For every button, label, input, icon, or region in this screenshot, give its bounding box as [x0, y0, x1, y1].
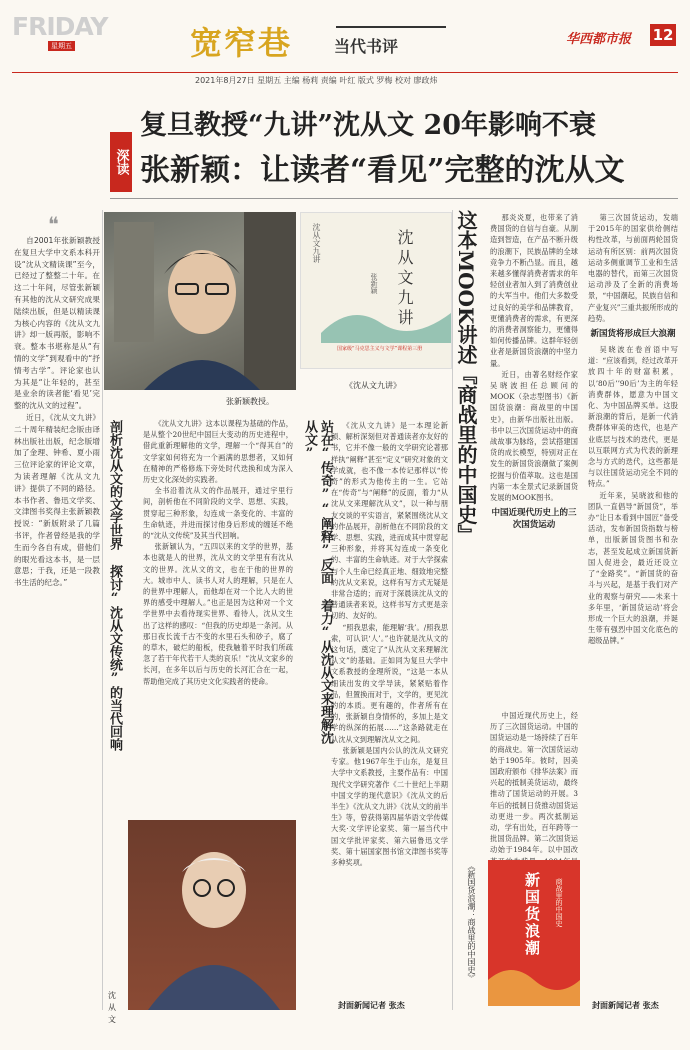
subhead-1: 剖析沈从文的文学世界 探讨“沈从文传统”的当代回响: [107, 420, 122, 751]
body-column-2: [331, 420, 448, 868]
body-paragraph: 中国近现代历史上，经历了三次国货运动。中国的国货运动是一场持续了百年的商战史。第一次国货运动始于1905年。彼时，因美国政府颁布《排华法案》而兴起的抵制美货运动，最终推动了国货运动的开展。3年后的抵制日货推动国货运动更进一步。两次抵制运动，学有出处，百年跨等一批国货品牌。第二次国货运动始于1984年。以中国改: [490, 711, 578, 855]
lead-column: [14, 235, 100, 589]
book2-title: 新国货浪潮: [523, 872, 541, 957]
header-meta: 2021年8月27日 星期五 主编 杨莉 责编 叶红 版式 罗梅 校对 廖政炜: [195, 76, 438, 85]
book1-caption: 《沈从文九讲》: [345, 381, 401, 390]
book2-cover: [488, 860, 580, 1006]
divider: [102, 210, 103, 1010]
right-body-top: [490, 212, 578, 535]
body-paragraph: 张新颖认为，“五四以来的文学的世界，基本也就是人的世界，沈从文的文学里有有沈从文的世界。沈从文的文，也在于他的世界的大。城市中人、读书人对人的理解，只是在人的世界中理解人，而他却在对一个比人大的世界的感受中理解人。”也正是因为这种对一个文学世界中去看待现实世界、看待人，沈从文生出了这样的感叹：“但我的历史却是一条河。从那日夜长流千古不变的水里石头和砂子，腐了的草木，破烂的船板，使我触着平时我们所疏忽了若干年代若干人类的哀乐！”沈从文家乡的长河，在多年以后与历史的长河汇合在一起，帮助他完成了其历史文化实践者的使命。: [143, 542, 293, 686]
weekday-badge: 星期五: [48, 41, 75, 51]
column-title: 宽窄巷: [190, 24, 293, 62]
subhead-2: 站在“传奇”“阐释”反面 着力“从沈从文来理解沈从文”: [302, 420, 333, 744]
book1-author: 张新颖: [370, 273, 378, 294]
book1-promo: 国家级“马克思主义与文学”课程第三册: [337, 346, 423, 352]
newspaper-logo: 华西都市报: [566, 32, 632, 47]
lead-paragraph: 自2001年张新颖教授在复旦大学中文系本科开设“沈从文精读课”至今，已经过了整整二十年。在这二十年间，尽管张新颖有其他的沈从文研究成果陆续出版，但是以精读课为核心内容的《沈从文九讲》却一版再版，影响不衰。整本书堪称是从“有情的文学”到观看中的“抒情考古学”。评论家也认为其是“让年轻的，甚至是业余的读者能‘看见’完整的沈从文的过程”。: [14, 236, 100, 411]
body-paragraph: 《沈从文九讲》这本以课程为基础的作品，是从整个20世纪中国巨大变动的历史进程中，借此重新理解他的文学，理解一个“得其自”的文学家如何将充为一个画满的思想者，又如何在精神的严格修炼下旁处时代迭换和成为深入历史文化深处的实践者。: [143, 419, 293, 485]
photo2-caption: 沈从文: [108, 991, 116, 1024]
column-divider: [336, 26, 446, 28]
book1-title: 沈从文九讲: [395, 229, 414, 329]
headline-rule: [110, 198, 678, 199]
body-paragraph: 近年来，吴晓波和他的团队一直倡导“新国货”，举办“让日本看到中国匠”备受活动，发布新国货指数与榜单，出版新国货图书和杂志，甚至发起成立新国货新国人促进会，最近还设立了“金路奖”。“新国货的奋斗与兴起，是基于我们对产业的观察与研究——未来十多年里，‘新国货运动’将会形成一个巨大的浪潮，并诞生带有强烈中国文化底色的超级品牌。”: [588, 490, 678, 646]
body-paragraph: “照我思索，能理解‘我’。/照我思索，可认识‘人’。”也许就是沈从文的这句话，奠定了“从沈从文来理解沈从文”的基础。正如同为复旦大学中文系教授的金理所说，“这是一本从细读出发的文学导读，紧紧贴着作品，但置换而对于，文学的，更见沈的的本质。更有趣的，作者所有在的，张新颖自身情怀的，多加上是文学的纵深的拓展……”这条路就走在从沈从文到理解沈从文之间。: [331, 622, 448, 744]
body-paragraph: 《沈从文九讲》是一本理论新颖、解析深刻但对普通读者亦友好的书，它并不像一般的文学研究论著那样执“阐释”甚至“定义”研究对象的文学成就，也不像一本传记那样以“传奇”的形式为他传主的一生。它站在“传奇”与“阐释”的反面，着力“从沈从文来理解沈从文”，以一种与朋友交谈的平实语言，紧紧围绕沈从文的作品展开，剖析他在不同阶段的文学、思想、实践，进而成其中贯穿起三种形象，并将其勾连成一条变化的、丰富的生命轨迹。对于大学探索与个人生命已经真正地、细致地完整的沈从文来说，这样有写方式无疑是非常合适的；而对于深晨读沈从文的普通读者来说，这样书写方式更是亲切的、友好的。: [331, 421, 448, 621]
right-body-col2: [588, 212, 678, 647]
book2-caption: 《新国货浪潮：商战里的中国史》: [467, 862, 476, 982]
photo-shen-congwen: [128, 820, 296, 1010]
body-column-1: [143, 418, 293, 687]
section-tag: 深读: [110, 132, 132, 192]
header-rule: [12, 72, 678, 73]
body-paragraph: 张新颖是国内公认的沈从文研究专家。他1967年生于山东，是复旦大学中文系教授，主要作品有：中国现代文学研究著作《二十世纪上半期中国文学的现代意识》《沈从文的后半生》《沈从文九讲》《沈从文的前半生》等，曾获得第四届华语文学传媒大奖·文学评论家奖、第一届当代中国文学批评家奖、第六届鲁迅文学奖、第十届国家图书馆文津图书奖等多种奖项。: [331, 745, 448, 867]
body-paragraph: 近日，由著名财经作家吴晓波担任总顾问的MOOK（杂志型图书）《新国货浪潮：商战里的中国史》，由新华出版社出版。书中以三次国货运动中的商战故事为脉络，尝试搭建国货的成长模型，特别对正在发生的新国货浪潮做了案例挖掘与价值萃取。这也是国内第一本全景式记录新国货发展的MOOK图书。: [490, 369, 578, 503]
quote-mark-icon: ❝: [48, 212, 59, 236]
headline-2: 张新颖：让读者“看见”完整的沈从文: [140, 153, 625, 188]
right-subhead-1: 中国近现代历史上的三次国货运动: [491, 508, 577, 531]
book1-spine: 沈从文九讲: [312, 223, 321, 263]
body-paragraph: 吴晓波在卷首语中写道：“应该看到，经过改革开放四十年的财富积累，以’80后’’90后’为主的年轻消费群体，愿意为中国文化、为中国品牌买单。这股新浪潮的背后，是新一代消费群体审美的迭代，也是产业底层与技术的迭代，更是以互联网方式为代表的新理念与方式的迭代，这些都是与以往国货运动完全不同的特点。”: [588, 345, 678, 489]
main-byline: 封面新闻记者 张杰: [338, 1001, 405, 1010]
photo-zhang-xinying: [104, 212, 296, 390]
column-subtitle: 当代书评: [334, 37, 399, 56]
body-paragraph: 那炎炎夏，也带来了消费国货的自信与自豪。从制造到智造，在产品不断升级的浪潮下，民族品牌的全球竞争力不断凸显。而且，越来越多懂得消费者需求的年轻创业者加入到了消费创业的大军当中。他们大多数受过良好的美学和品牌教育，更懂消费者的需求，有更深的消费者洞察能力，更懂得如何传播品牌。这群年轻创业者是新国货浪潮的中坚力量。: [490, 213, 578, 368]
book1-cover: [300, 212, 452, 369]
right-subhead-2: 新国货将形成巨大浪潮: [590, 329, 676, 340]
body-paragraph: 全书沿着沈从文的作品展开，通过宇里行间，剖析他在不同阶段的文学、思想、实践，贯穿起三种形象，勾连成一条变化的、丰富的生命轨迹，并进而探讨他身后形成的缠延不绝的“沈从文传统”及其当代回响。: [143, 486, 293, 541]
body-paragraph: 第三次国货运动，发端于2015年的国家供给侧结构性改革，与前面两轮国货运动有所区别：前两次国货运动多侧重调节工业和生活电器的替代，而第三次国货运动涉及了全新的消费场景，“中国潮起，民族自信和产业复兴”三重共振所形成的趋势。: [588, 213, 678, 323]
right-byline: 封面新闻记者 张杰: [592, 1001, 659, 1010]
lead-paragraph: 近日，《沈从文九讲》二十周年精装纪念版由译林出版社出版，纪念版增加了金理、钟希、夏小雨三位评论家的评论文章，为读者理解《沈从文九讲》提供了不同的路径。本书作者、鲁迅文学奖、文津图书奖得主张新颖教授说：“新版附录了几篇书评，作者曾经是我的学生而今各自有成，借他们的眼光看这本书，是一层意思；于我，还是一段教书生活的纪念。”: [14, 412, 100, 588]
right-body-mid: [490, 710, 578, 855]
photo1-caption: 张新颖教授。: [226, 397, 274, 406]
divider: [452, 210, 453, 1010]
page-number: 12: [650, 24, 676, 46]
headline-1: 复旦教授“九讲”沈从文 20年影响不衰: [140, 110, 597, 141]
book2-subtitle: 商战里的中国史: [555, 878, 563, 927]
right-headline: 这本MOOK讲述『商战里的中国史』: [454, 210, 478, 545]
masthead-friday: FRIDAY: [12, 12, 108, 41]
